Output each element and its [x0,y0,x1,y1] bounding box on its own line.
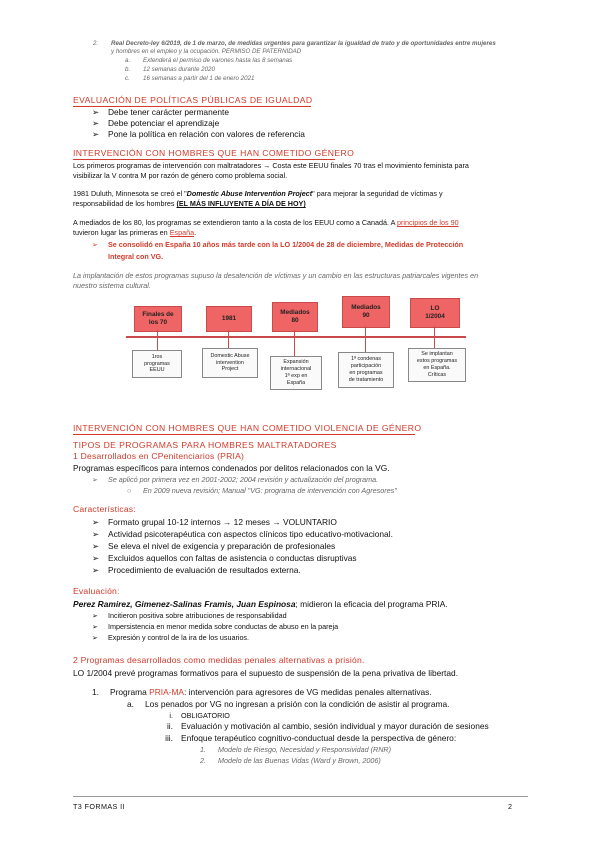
roman-marker-2: ii. [166,721,173,731]
note-5-l3: en España. [423,365,451,371]
top-item-text-line2: y hombres en el empleo y la ocupación. PERMISO DE PATERNIDAD [111,48,302,55]
timeline-connector-5 [434,326,435,348]
timeline-box-4-l1: Mediados [351,304,381,311]
note-1-l1: 1ros [151,353,163,360]
note-1-l3: EEUU [149,367,165,374]
timeline-box-3 [272,302,318,332]
section1-bullet-1: Debe tener carácter permanente [108,107,230,117]
timeline-note-1 [132,350,182,378]
section3-title: INTERVENCIÓN CON HOMBRES QUE HAN COMETIDO VIOLENCIA DE GÉNERO [73,423,422,433]
section2-title: INTERVENCIÓN CON HOMBRES QUE HAN COMETIDO GÉNERO [73,148,355,158]
caract-arrow-4: ➢ [92,553,100,563]
timeline-connector-1 [157,330,158,350]
section2-p3-line1 [73,218,459,228]
item1-number: 1. [92,687,99,697]
top-item-text-line1 [111,40,531,48]
item1-text-a: Programa [110,687,150,697]
section2-p1-line2: visibilizar la V contra M por razón de género como problema social. [73,171,288,180]
section1-bullet-3: Pone la política en relación con valores de referencia [108,129,305,139]
timeline-connector-2 [228,330,229,348]
eval-bullet-1: Incitieron positiva sobre atribuciones de responsabilidad [108,611,287,620]
top-subitem-text-c: 16 semanas a partir del 1 de enero 2021 [143,75,255,82]
sub1-gray-circle: ○ [127,486,132,495]
p3-line2-text: tuvieron lugar las primeras en [73,228,170,237]
model-marker-2: 2. [200,756,206,765]
timeline-box-2 [206,306,252,332]
p2-project-name: Domestic Abuse Intervention Project [186,189,313,198]
roman-text-3: Enfoque terapéutico cognitivo-conductual desde la perspectiva de género: [181,733,457,743]
timeline-box-4-l2: 90 [362,312,370,319]
timeline-box-1 [134,306,182,332]
sub1-title: 1 Desarrollados en CPenitenciarios (PRIA) [73,451,245,461]
note-4-l4: de tratamiento [348,376,384,383]
section1-bullet-icon-2: ➢ [92,118,100,128]
top-subitem-marker-c: c. [125,75,130,82]
section1-bullet-icon-3: ➢ [92,129,100,139]
note-4-l3: en programas [349,370,383,376]
eval-bullet-2: Impersistencia en menor medida sobre conductas de abuso en la pareja [108,622,339,631]
timeline-diagram [120,292,475,390]
caract-bullet-4: Excluidos aquellos con faltas de asistencia o conductas disruptivas [108,553,357,563]
timeline-note-4 [338,352,394,388]
p2-line2-text: responsabilidad de los hombres [73,199,177,208]
timeline-box-1-l2: los 70 [148,319,168,326]
p3-text-a: A mediados de los 80, los programas se extendieron tanto a la costa de los EEUU como a Canadá. A [73,218,398,227]
caract-arrow-5: ➢ [92,565,100,575]
note-4-l1: 1ª condenas [351,356,381,363]
roman-marker-1: i. [169,711,173,720]
item1-link-pria-ma[interactable]: PRIA-MA [149,687,185,697]
footer-divider [73,796,528,797]
eval-title: Evaluación: [73,586,120,596]
p2-emphasis: (EL MÁS INFLUYENTE A DÍA DE HOY) [176,199,306,208]
top-subitem-text-a: Extenderá el permiso de varones hasta las 8 semanas [143,57,293,64]
red-bullet-icon: ➢ [92,240,99,249]
note-5-l4: Críticas [427,371,447,378]
page-number: 2 [508,802,512,811]
timeline-axis [126,336,466,338]
item1a-text: Los penados por VG no ingresan a prisión con la condición de asistir al programa. [145,699,450,709]
p3-line2-end: . [194,228,197,237]
section1-title: EVALUACIÓN DE POLÍTICAS PÚBLICAS DE IGUALDAD [73,95,313,105]
note-3-l3: 1ª exp en [284,373,308,379]
caract-title: Características: [73,504,136,514]
note-3-l4: España [286,379,306,386]
caract-arrow-3: ➢ [92,541,100,551]
top-item-text-1: Real Decreto-ley 6/2019, de 1 de marzo, de medidas urgentes para garantizar la igualdad de trato y de oportunidades entre mujeres [111,40,496,47]
item1a-marker: a. [127,699,134,709]
timeline-note-3 [270,356,322,390]
note-4-l2: participación [350,363,382,370]
eval-bullet-3: Expresión y control de la ira de los usuarios. [108,633,250,642]
caract-bullet-1: Formato grupal 10-12 internos → 12 meses → VOLUNTARIO [108,517,337,527]
timeline-connector-4 [365,326,366,352]
sub1-gray-arrow: ➢ [92,475,99,484]
roman-text-1: OBLIGATORIO [181,711,230,720]
p3-link-90s[interactable]: principios de los 90 [397,218,459,227]
top-item-number: 2. [93,40,99,47]
italic-note-line2: nuestro sistema cultural. [73,281,151,290]
timeline-box-2-l1: 1981 [221,315,237,322]
model-text-1: Modelo de Riesgo, Necesidad y Responsividad (RNR) [218,745,391,754]
eval-arrow-1: ➢ [92,611,99,620]
sub2-paragraph: LO 1/2004 prevé programas formativos para el supuesto de suspensión de la pena privativa de libertad. [73,668,459,678]
note-2-l2: intervention [216,359,244,366]
roman-marker-3: iii. [165,733,173,743]
note-2-l1: Domestic Abuse [210,352,250,359]
sub1-gray-line1: Se aplicó por primera vez en 2001-2002; 2004 revisión y actualización del programa. [108,475,379,484]
section1-bullet-2: Debe potenciar el aprendizaje [108,118,220,128]
eval-arrow-3: ➢ [92,633,99,642]
eval-arrow-2: ➢ [92,622,99,631]
section1-bullet-icon-1: ➢ [92,107,100,117]
timeline-note-5 [408,348,466,382]
section2-p2-line2 [73,199,306,209]
timeline-box-4 [342,296,390,328]
top-subitem-marker-b: b. [125,66,131,73]
caract-bullet-5: Procedimiento de evaluación de resultados externa. [108,565,301,575]
red-bullet-line1: Se consolidó en España 10 años más tarde con la LO 1/2004 de 28 de diciembre, Medidas de Protección [108,240,464,249]
timeline-box-5-l1: LO [430,305,440,312]
item1-text [110,687,432,698]
note-2-l3: Project [221,366,239,373]
p3-link-spain[interactable]: España [169,228,195,237]
p2-text-a: 1981 Duluth, Minnesota se creó el " [73,189,187,198]
sub1-paragraph: Programas específicos para internos condenados por delitos relacionados con la VG. [73,463,390,473]
top-subitem-text-b: 12 semanas durante 2020 [143,66,215,73]
timeline-note-2 [202,348,258,378]
caract-arrow-2: ➢ [92,529,100,539]
note-3-l1: Expansión [283,359,309,366]
timeline-box-3-l1: Mediados [280,309,310,316]
note-1-l2: programas [144,360,170,367]
sub1-gray-line2: En 2009 nueva revisión; Manual "VG: programa de intervención con Agresores" [143,486,397,495]
top-subitem-marker-a: a. [125,57,131,64]
roman-text-2: Evaluación y motivación al cambio, sesión individual y mayor duración de sesiones [181,721,489,731]
caract-bullet-2: Actividad psicoterapéutica con aspectos clínicos tipo educativo-motivacional. [108,529,393,539]
footer-title: T3 FORMAS II [73,802,125,811]
section2-p3-line2 [73,228,196,238]
item1-text-b: : intervención para agresores de VG medidas penales alternativas. [184,687,432,697]
note-3-l2: internacional [280,366,312,373]
timeline-box-5 [410,298,460,328]
timeline-box-1-l1: Finales de [142,311,174,318]
timeline-box-5-l2: 1/2004 [425,313,445,320]
section2-p2-line1 [73,189,443,199]
sub2-title: 2 Programas desarrollados como medidas penales alternativas a prisión. [73,655,365,665]
note-5-l2: estos programas [416,358,458,365]
caract-arrow-1: ➢ [92,517,100,527]
section3-underline [73,434,415,435]
eval-authors: Perez Ramirez, Gimenez-Salinas Framis, Juan Espinosa [73,599,296,609]
eval-paragraph [73,599,448,610]
red-bullet-line2: Integral con VG. [108,252,164,261]
timeline-box-3-l2: 80 [291,317,299,324]
p2-text-b: " para mejorar la seguridad de víctimas y [312,189,443,198]
model-text-2: Modelo de las Buenas Vidas (Ward y Brown, 2006) [218,756,381,765]
section2-p1-line1: Los primeros programas de intervención con maltratadores → Costa este EEUU finales 70 tras el movimiento feminista para [73,161,469,170]
timeline-connector-3 [294,330,295,356]
caract-bullet-3: Se eleva el nivel de exigencia y preparación de profesionales [108,541,336,551]
section2-underline [73,159,335,160]
eval-rest: ; midieron la eficacia del programa PRIA. [295,599,448,609]
italic-note-line1: La implantación de estos programas supuso la desatención de víctimas y un cambio en las estructuras patriarcales vigentes en [73,271,479,280]
note-5-l1: Se implantan [421,351,453,358]
model-marker-1: 1. [200,745,206,754]
tipos-title: TIPOS DE PROGRAMAS PARA HOMBRES MALTRATADORES [73,440,337,450]
